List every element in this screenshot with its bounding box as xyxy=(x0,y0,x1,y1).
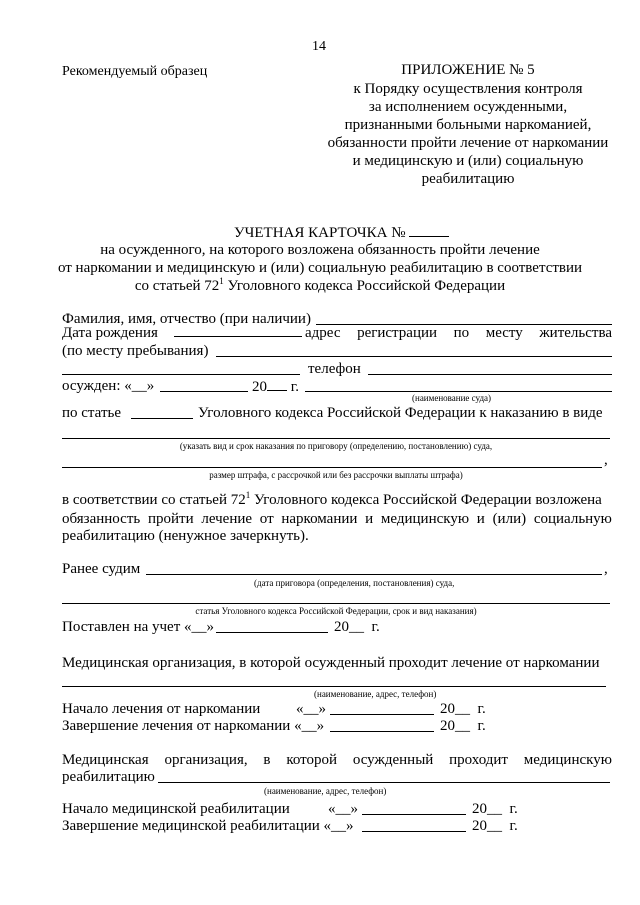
card-subtitle: на осужденного, на которого возложена обязанность пройти лечение xyxy=(100,242,540,258)
obligation-line-2: обязанность пройти лечение от наркомании и медицинскую и (или) социальную xyxy=(62,511,612,527)
registered-year: 20__ г. xyxy=(334,619,380,635)
previous-field[interactable] xyxy=(146,574,602,575)
fine-comma: , xyxy=(604,452,608,468)
appendix-line: обязанности пройти лечение от наркомании xyxy=(327,135,609,151)
address-continuation-field[interactable] xyxy=(62,374,300,375)
obligation-line-1: в соответствии со статьей $72^1$ Уголовного кодекса Российской Федерации возложена xyxy=(62,490,602,508)
previous-comma: , xyxy=(604,561,608,577)
punishment-field[interactable] xyxy=(62,438,610,439)
treatment-start-quote: «__» xyxy=(296,701,326,717)
med-org-hint: (наименование, адрес, телефон) xyxy=(314,689,437,699)
treatment-end-month[interactable] xyxy=(330,731,434,732)
fio-label: Фамилия, имя, отчество (при наличии) xyxy=(62,311,311,327)
article-text: Уголовного кодекса Российской Федерации к наказанию в виде xyxy=(198,405,603,421)
card-title: УЧЕТНАЯ КАРТОЧКА № xyxy=(234,224,449,242)
appendix-title: ПРИЛОЖЕНИЕ № 5 xyxy=(401,62,535,78)
obligation-line-3: реабилитацию (ненужное зачеркнуть). xyxy=(62,528,309,544)
previous-hint-1: (дата приговора (определения, постановления) суда, xyxy=(254,578,455,588)
med-org-label: Медицинская организация, в которой осужденный проходит лечение от наркомании xyxy=(62,655,600,671)
card-subtitle: со статьей $72^1$ Уголовного кодекса Российской Федерации xyxy=(134,276,506,294)
rehab-start-quote: «__» xyxy=(328,801,358,817)
stay-field[interactable] xyxy=(216,356,612,357)
dob-address-row: Дата рождения адрес регистрации по месту жительства xyxy=(62,325,612,341)
rehab-end-label: Завершение медицинской реабилитации «__» xyxy=(62,818,354,834)
rehab-org-field[interactable] xyxy=(158,782,610,783)
convicted-year-prefix: 20 г. xyxy=(252,379,299,395)
fine-field[interactable] xyxy=(62,467,602,468)
court-hint: (наименование суда) xyxy=(412,393,492,403)
previous-field-2[interactable] xyxy=(62,603,610,604)
previous-hint-2: статья Уголовного кодекса Российской Федерации, срок и вид наказания) xyxy=(195,606,477,616)
fine-hint: размер штрафа, с рассрочкой или без рассрочки выплаты штрафа) xyxy=(209,470,463,480)
treatment-start-month[interactable] xyxy=(330,714,434,715)
card-number-blank[interactable] xyxy=(409,224,449,237)
stay-label: (по месту пребывания) xyxy=(62,343,209,359)
treatment-end-year: 20__ г. xyxy=(440,718,486,734)
previous-label: Ранее судим xyxy=(62,561,141,577)
registered-month-field[interactable] xyxy=(216,632,328,633)
med-org-field[interactable] xyxy=(62,686,606,687)
appendix-line: к Порядку осуществления контроля xyxy=(353,81,583,97)
appendix-line: и медицинскую и (или) социальную xyxy=(352,153,584,169)
punishment-hint: (указать вид и срок наказания по приговору (определению, постановлению) суда, xyxy=(179,441,493,451)
treatment-start-label: Начало лечения от наркомании xyxy=(62,701,261,717)
rehab-org-label: Медицинская организация, в которой осужденный проходит медицинскую xyxy=(62,752,612,768)
recommended-sample-label: Рекомендуемый образец xyxy=(62,64,208,79)
court-field[interactable] xyxy=(305,391,612,392)
rehab-end-year: 20__ г. xyxy=(472,818,518,834)
treatment-end-label: Завершение лечения от наркомании «__» xyxy=(62,718,325,734)
rehab-org-hint: (наименование, адрес, телефон) xyxy=(264,786,387,796)
rehab-start-year: 20__ г. xyxy=(472,801,518,817)
appendix-line: за исполнением осужденными, xyxy=(368,99,568,115)
rehab-start-label: Начало медицинской реабилитации xyxy=(62,801,290,817)
appendix-line: реабилитацию xyxy=(421,171,515,187)
card-subtitle: от наркомании и медицинскую и (или) социальную реабилитацию в соответствии xyxy=(57,260,583,276)
convicted-month-field[interactable] xyxy=(160,391,248,392)
registered-label: Поставлен на учет «__» xyxy=(62,619,215,635)
article-field[interactable] xyxy=(131,418,193,419)
phone-field[interactable] xyxy=(368,374,612,375)
article-label: по статье xyxy=(62,405,121,421)
rehab-start-month[interactable] xyxy=(362,814,466,815)
convicted-label: осужден: «__» xyxy=(62,378,155,394)
phone-label: телефон xyxy=(308,361,361,377)
dob-field[interactable] xyxy=(174,324,302,337)
appendix-line: признанными больными наркоманией, xyxy=(344,117,592,133)
treatment-start-year: 20__ г. xyxy=(440,701,486,717)
rehab-org-label-2: реабилитацию xyxy=(62,769,155,785)
page-number: 14 xyxy=(312,39,326,54)
rehab-end-month[interactable] xyxy=(362,831,466,832)
